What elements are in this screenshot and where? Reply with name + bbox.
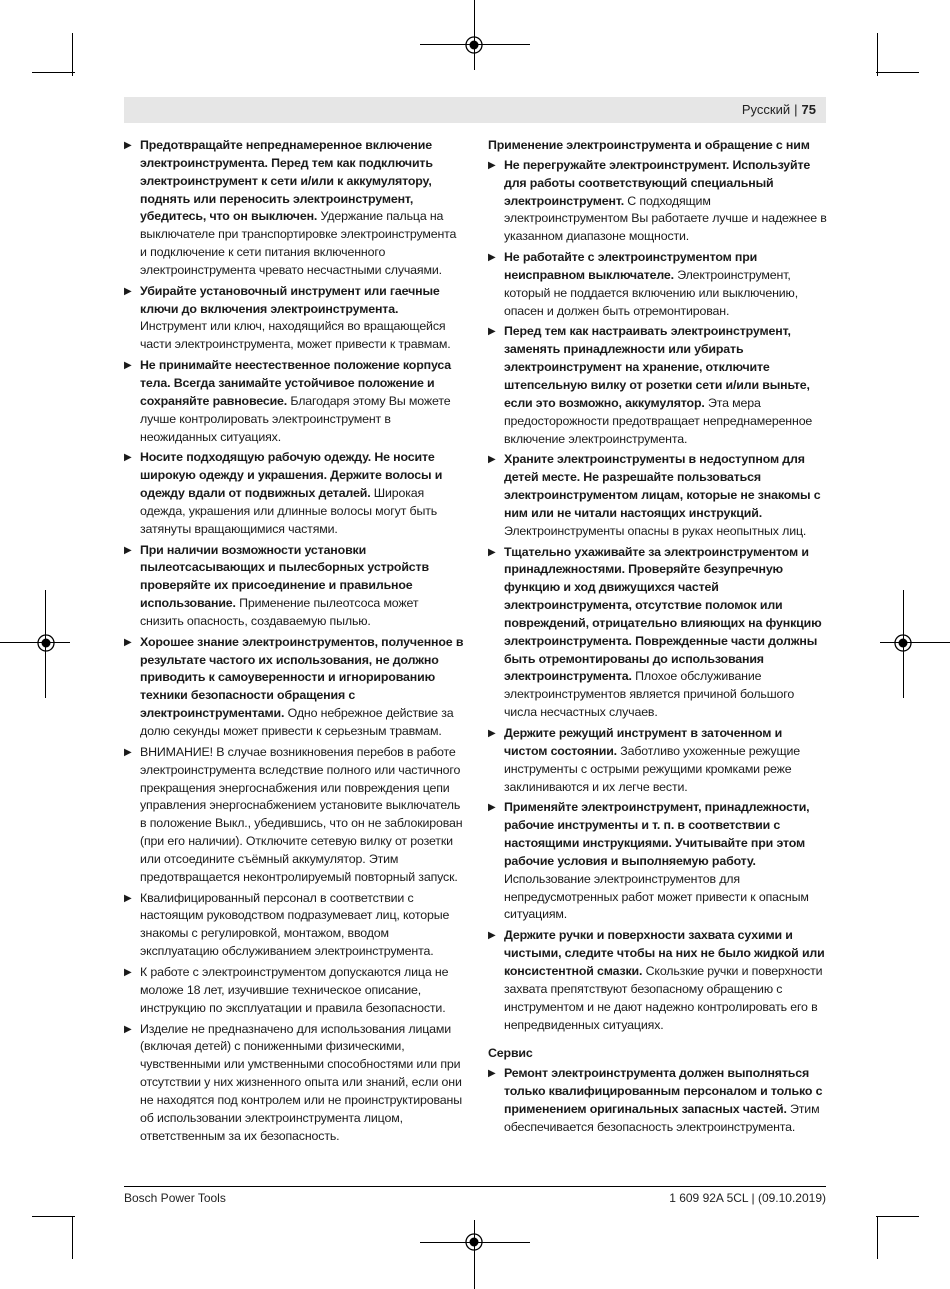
- crop-mark: [72, 1216, 73, 1259]
- instruction-bold-text: Храните электроинструменты в недоступном для детей месте. Не разрешайте пользоваться электроинструментом лицам, которые не знакомы с ним или не читали настоящих инструкций.: [504, 452, 821, 520]
- instruction-text: Использование электроинструментов для непредусмотренных работ может привести к опасным ситуациям.: [504, 871, 809, 922]
- instruction-bold-text: Перед тем как настраивать электроинструмент, заменять принадлежности или убирать электроинструмент на хранение, отключите штепсельную вилку от розетки сети и/или выньте, если это возможно, аккумулятор.: [504, 324, 810, 410]
- footer-divider: [124, 1186, 826, 1187]
- instruction-text: Благодаря этому Вы можете лучше контролировать электроинструмент в неожиданных ситуациях.: [140, 393, 451, 444]
- instruction-text: Электроинструмент, который не поддается включению или выключению, опасен и должен быть отремонтирован.: [504, 267, 798, 318]
- right-column: [488, 137, 828, 1140]
- crop-mark: [876, 72, 919, 73]
- instruction-item: [488, 1065, 828, 1136]
- instruction-item: [124, 542, 464, 631]
- instruction-text: Плохое обслуживание электроинструментов является причиной большого числа несчастных случаев.: [504, 669, 795, 720]
- registration-mark-icon: [464, 35, 484, 55]
- instruction-item: [488, 323, 828, 448]
- header-text: [742, 102, 816, 118]
- left-column: [124, 137, 464, 1148]
- instruction-item: [488, 157, 828, 246]
- footer-doc-id: 1 609 92A 5CL | (09.10.2019): [669, 1191, 826, 1205]
- instruction-item: [488, 799, 828, 924]
- instruction-bold-text: Не работайте с электроинструментом при неисправном выключателе.: [504, 250, 758, 282]
- instruction-item: [124, 964, 464, 1018]
- footer-brand: Bosch Power Tools: [124, 1191, 226, 1205]
- instruction-text: Инструмент или ключ, находящийся во вращающейся части электроинструмента, может привести к травмам.: [140, 319, 451, 352]
- instruction-text: Применение пылеотсоса может снизить опасность, создаваемую пылью.: [140, 596, 419, 628]
- crop-mark: [72, 33, 73, 76]
- instruction-item: [124, 357, 464, 446]
- page-header: [124, 97, 826, 123]
- instruction-text: Эта мера предосторожности предотвращает непреднамеренное включение электроинструмента.: [504, 395, 813, 446]
- section-title: Применение электроинструмента и обращение с ним: [488, 138, 810, 152]
- crop-mark: [877, 1216, 878, 1259]
- instruction-item: [488, 451, 828, 540]
- instruction-bold-text: Держите режущий инструмент в заточенном и чистом состоянии.: [504, 726, 783, 758]
- registration-mark-icon: [36, 633, 56, 653]
- instruction-text: Этим обеспечивается безопасность электроинструмента.: [504, 1101, 820, 1134]
- crop-mark: [877, 33, 878, 76]
- crop-mark: [32, 1216, 75, 1217]
- instruction-item: [488, 725, 828, 796]
- page-number: 75: [801, 102, 816, 117]
- registration-mark-icon: [893, 633, 913, 653]
- instruction-text: Изделие не предназначено для использования лицами (включая детей) с пониженными физическими, чувственными или умственными способностями или при отсутствии у них жизненного опыта или знаний, если они не находятся под контролем или не проинструктированы об использовании электроинструмента лицом, ответственным за их безопасность.: [140, 1021, 462, 1143]
- instruction-bold-text: Применяйте электроинструмент, принадлежности, рабочие инструменты и т. п. в соответствии с настоящими инструкциями. Учитывайте при этом рабочие условия и выполняемую работу.: [504, 800, 810, 868]
- instruction-item: [488, 249, 828, 320]
- instruction-text: Широкая одежда, украшения или длинные волосы могут быть затянуты вращающимися частями.: [140, 486, 438, 536]
- instruction-bold-text: Носите подходящую рабочую одежду. Не носите широкую одежду и украшения. Держите волосы и одежду вдали от подвижных деталей.: [140, 450, 443, 501]
- bullet-arrow-icon: ▶: [488, 728, 496, 739]
- instruction-text: Одно небрежное действие за долю секунды может привести к серьезным травмам.: [140, 706, 454, 738]
- instruction-text: С подходящим электроинструментом Вы работаете лучше и надежнее в указанном диапазоне мощности.: [504, 193, 827, 244]
- bullet-arrow-icon: ▶: [488, 1068, 496, 1080]
- header-separator: |: [794, 102, 798, 117]
- service-title: Сервис: [488, 1046, 533, 1061]
- instruction-bold-text: Держите ручки и поверхности захвата сухими и чистыми, следите чтобы на них не было жидкой или консистентной смазки.: [504, 928, 825, 978]
- service-item-list: [488, 1065, 828, 1136]
- instruction-bold-text: Хорошее знание электроинструментов, полученное в результате частого их использования, не должно приводить к самоуверенности и игнорированию техники безопасности обращения с электроинструментами.: [140, 634, 464, 721]
- bullet-arrow-icon: ▶: [124, 140, 132, 151]
- right-item-list: [488, 157, 828, 1035]
- header-language: Русский: [741, 102, 791, 117]
- instruction-item: [124, 634, 464, 741]
- bullet-arrow-icon: ▶: [124, 360, 132, 372]
- bullet-arrow-icon: ▶: [124, 285, 132, 297]
- crop-mark: [32, 72, 75, 73]
- bullet-arrow-icon: ▶: [124, 636, 132, 648]
- bullet-arrow-icon: ▶: [488, 930, 496, 942]
- bullet-arrow-icon: ▶: [488, 454, 496, 466]
- bullet-arrow-icon: ▶: [488, 326, 496, 338]
- bullet-arrow-icon: ▶: [124, 544, 132, 556]
- bullet-arrow-icon: ▶: [488, 802, 496, 814]
- instruction-bold-text: Не принимайте неестественное положение корпуса тела. Всегда занимайте устойчивое положение и сохраняйте равновесие.: [140, 358, 452, 408]
- registration-mark-icon: [464, 1232, 484, 1252]
- bullet-arrow-icon: ▶: [488, 546, 496, 558]
- instruction-bold-text: При наличии возможности установки пылеотсасывающих и пылесборных устройств проверяйте их присоединение и правильное использование.: [140, 542, 429, 611]
- instruction-item: [124, 283, 464, 354]
- bullet-arrow-icon: ▶: [124, 966, 132, 978]
- crop-mark: [474, 1220, 475, 1289]
- instruction-item: [124, 449, 464, 538]
- bullet-arrow-icon: ▶: [124, 746, 132, 758]
- instruction-text: Скользкие ручки и поверхности захвата препятствуют безопасному обращению с инструментом и не дают надежно контролировать его в непредвиденных ситуациях.: [504, 963, 823, 1032]
- instruction-text: Электроинструменты опасны в руках неопытных лиц.: [504, 523, 807, 538]
- instruction-item: [124, 890, 464, 961]
- instruction-text: К работе с электроинструментом допускаются лица не моложе 18 лет, изучившие техническое описание, инструкцию по эксплуатации и правила безопасности.: [140, 964, 449, 1015]
- crop-mark: [0, 642, 70, 643]
- instruction-bold-text: Предотвращайте непреднамеренное включение электроинструмента. Перед тем как подключить электроинструмент к сети и/или к аккумулятору, поднять или переносить электроинструмент, убедитесь, что он выключен.: [140, 138, 433, 224]
- bullet-arrow-icon: ▶: [124, 1023, 132, 1035]
- instruction-item: [488, 927, 828, 1034]
- instruction-bold-text: Убирайте установочный инструмент или гаечные ключи до включения электроинструмента.: [140, 283, 440, 316]
- instruction-text: ВНИМАНИЕ! В случае возникновения перебов в работе электроинструмента вследствие полного или частичного прекращения энергоснабжения или повреждения цепи управления энергоснабжением установите выключатель в положение Выкл., убедившись, что он не заблокирован (при его наличии). Отключите сетевую вилку от розетки или отсоедините съёмный аккумулятор. Этим предотвращается неконтролируемый повторный запуск.: [140, 744, 463, 884]
- instruction-text: Заботливо ухоженные режущие инструменты с острыми режущими кромками реже заклиниваются и их легче вести.: [504, 743, 801, 794]
- instruction-bold-text: Тщательно ухаживайте за электроинструментом и принадлежностями. Проверяйте безупречную функцию и ход движущихся частей электроинструмента, отсутствие поломок или повреждений, отрицательно влияющих на функцию электроинструмента. Поврежденные части должны быть отремонтированы до использования электроинструмента.: [504, 544, 822, 684]
- instruction-text: Удержание пальца на выключателе при транспортировке электроинструмента и подключение к сети питания включенного электроинструмента чревато несчастными случаями.: [140, 209, 457, 277]
- instruction-item: [124, 1021, 464, 1146]
- instruction-item: [124, 744, 464, 887]
- instruction-bold-text: Не перегружайте электроинструмент. Используйте для работы соответствующий специальный электроинструмент.: [504, 157, 811, 208]
- bullet-arrow-icon: ▶: [488, 252, 496, 264]
- bullet-arrow-icon: ▶: [124, 452, 132, 464]
- instruction-text: Квалифицированный персонал в соответствии с настоящим руководством подразумевает лиц, которые знакомы с регулировкой, монтажом, вводом эксплуатацию обслуживанием электроинструмента.: [140, 890, 450, 959]
- crop-mark: [880, 642, 950, 643]
- crop-mark: [876, 1216, 919, 1217]
- instruction-item: [124, 137, 464, 280]
- instruction-item: [488, 544, 828, 722]
- instruction-bold-text: Ремонт электроинструмента должен выполняться только квалифицированным персоналом и только с применением оригинальных запасных частей.: [504, 1066, 823, 1116]
- bullet-arrow-icon: ▶: [124, 892, 132, 904]
- bullet-arrow-icon: ▶: [488, 159, 496, 171]
